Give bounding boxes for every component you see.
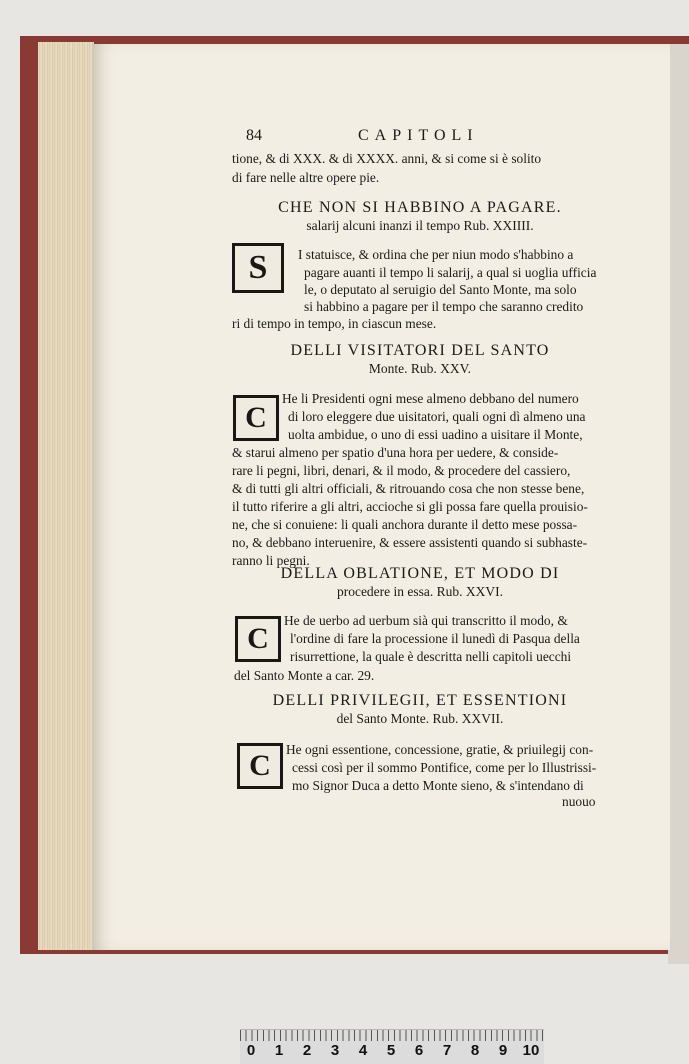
text-line: di loro eleggere due uisitatori, quali ogni dì almeno una — [288, 409, 586, 424]
section-subheading: del Santo Monte. Rub. XXVII. — [336, 711, 504, 726]
text-line: ri di tempo in tempo, in ciascun mese. — [232, 316, 437, 331]
page-edges — [38, 42, 94, 950]
decorated-initial: C — [237, 743, 283, 789]
running-title: CAPITOLI — [358, 127, 479, 144]
section-subheading: procedere in essa. Rub. XXVI. — [336, 584, 504, 599]
decorated-initial: S — [232, 243, 284, 293]
text-line: il tutto riferire a gli altri, accioche si gli possa fare quella prouisio- — [232, 499, 588, 514]
book-page — [92, 44, 670, 950]
section-subheading: salarij alcuni inanzi il tempo Rub. XXIIII. — [306, 218, 534, 233]
scale-ruler — [240, 1029, 544, 1064]
text-line: He ogni essentione, concessione, gratie, & priuilegij con- — [286, 742, 594, 757]
page-number: 84 — [246, 127, 262, 144]
ruler-label: 4 — [358, 1042, 368, 1059]
ruler-label: 10 — [522, 1042, 540, 1059]
text-line: mo Signor Duca a detto Monte sieno, & s'intendano di — [292, 778, 584, 793]
text-line: He li Presidenti ogni mese almeno debbano del numero — [282, 391, 579, 406]
text-line: pagare auanti il tempo li salarij, a qual si uoglia ufficia — [304, 265, 597, 280]
ruler-label: 9 — [498, 1042, 508, 1059]
text-line: tione, & di XXX. & di XXXX. anni, & si come si è solito — [232, 151, 542, 166]
text-line: si habbino a pagare per il tempo che saranno credito — [304, 299, 584, 314]
ruler-ticks — [240, 1030, 544, 1041]
text-line: l'ordine di fare la processione il lunedì di Pasqua della — [290, 631, 580, 646]
text-line: le, o deputato al seruigio del Santo Monte, ma solo — [304, 282, 577, 297]
section-heading: DELLA OBLATIONE, ET MODO DI — [280, 565, 560, 582]
text-line: del Santo Monte a car. 29. — [234, 668, 375, 683]
ruler-label: 2 — [302, 1042, 312, 1059]
text-line: rare li pegni, libri, denari, & il modo, & procedere del cassiero, — [232, 463, 571, 478]
text-line: & starui almeno per spatio d'una hora per uedere, & conside- — [232, 445, 559, 460]
section-heading: DELLI PRIVILEGII, ET ESSENTIONI — [272, 692, 568, 709]
text-line: I statuisce, & ordina che per niun modo s'habbino a — [298, 247, 574, 262]
catchword: nuouo — [562, 794, 596, 809]
text-line: ranno li pegni. — [232, 553, 310, 568]
ruler-label: 8 — [470, 1042, 480, 1059]
text-line: He de uerbo ad uerbum sià qui transcritto il modo, & — [284, 613, 568, 628]
ruler-label: 3 — [330, 1042, 340, 1059]
text-line: risurrettione, la quale è descritta nelli capitoli uecchi — [290, 649, 572, 664]
text-line: uolta ambidue, o uno di essi uadino a uisitare il Monte, — [288, 427, 583, 442]
section-subheading: Monte. Rub. XXV. — [368, 361, 472, 376]
facing-page-edge — [668, 44, 689, 964]
ruler-label: 5 — [386, 1042, 396, 1059]
ruler-label: 6 — [414, 1042, 424, 1059]
text-line: di fare nelle altre opere pie. — [232, 170, 380, 185]
text-line: no, & debbano interuenire, & essere assistenti quando si subhaste- — [232, 535, 588, 550]
ruler-label: 1 — [274, 1042, 284, 1059]
ruler-label: 7 — [442, 1042, 452, 1059]
section-heading: CHE NON SI HABBINO A PAGARE. — [278, 199, 562, 216]
text-line: cessi così per il sommo Pontifice, come per lo Illustrissi- — [292, 760, 597, 775]
decorated-initial: C — [233, 395, 279, 441]
decorated-initial: C — [235, 616, 281, 662]
text-line: & di tutti gli altri officiali, & ritrouando cosa che non stesse bene, — [232, 481, 585, 496]
text-line: ne, che si conuiene: li quali anchora durante il detto mese possa- — [232, 517, 578, 532]
ruler-label: 0 — [246, 1042, 256, 1059]
section-heading: DELLI VISITATORI DEL SANTO — [290, 342, 550, 359]
